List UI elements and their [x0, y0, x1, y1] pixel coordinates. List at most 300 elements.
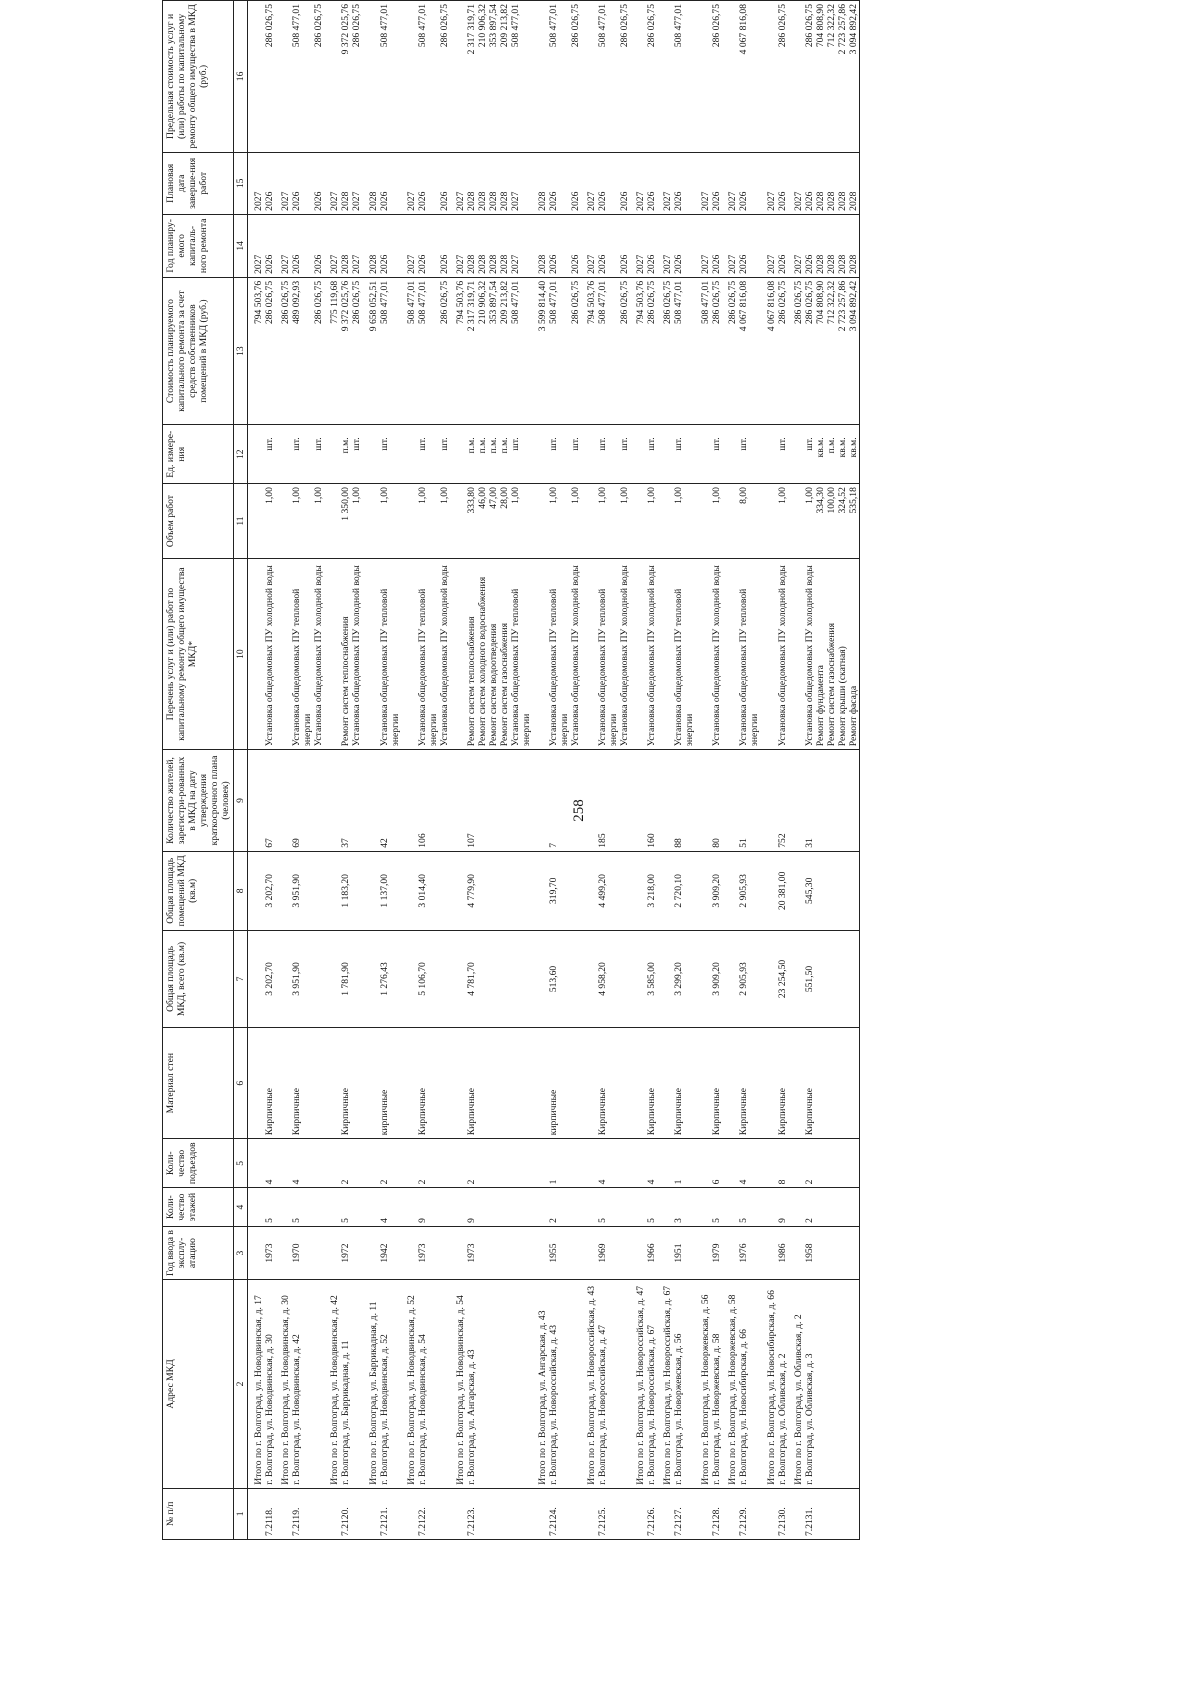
row-number-cell: 7.2130. — [777, 1488, 788, 1539]
total-area-cell — [722, 930, 738, 1027]
year-built-cell: 1951 — [673, 1226, 695, 1279]
work-volume-cell: 324,52 — [837, 484, 848, 559]
planned-cost-cell: 286 026,75 — [313, 277, 324, 424]
wall-material-cell — [837, 1028, 848, 1139]
floors-cell: 5 — [597, 1188, 619, 1226]
completion-date-cell: 2027 — [248, 152, 265, 214]
address-cell — [439, 1280, 450, 1488]
entrances-cell: 2 — [340, 1139, 351, 1188]
planned-cost-cell: 508 477,01 — [548, 277, 570, 424]
repair-year-cell: 2028 — [815, 214, 826, 277]
work-type-cell: Установка общедомовых ПУ холодной воды — [351, 558, 362, 749]
max-cost-cell — [788, 1, 804, 153]
row-number-cell: 7.2121. — [379, 1488, 401, 1539]
unit-cell: п.м. — [826, 425, 837, 484]
wall-material-cell — [570, 1028, 581, 1139]
column-header: Предельная стоимость услуг и (или) работы по капитальному ремонту общего имущества в МКД (руб.) — [163, 1, 234, 153]
completion-date-cell: 2026 — [673, 152, 695, 214]
work-volume-cell — [275, 484, 291, 559]
year-built-cell: 1970 — [291, 1226, 313, 1279]
unit-cell — [788, 425, 804, 484]
work-volume-cell — [581, 484, 597, 559]
repair-year-cell: 2026 — [379, 214, 401, 277]
column-number-row — [234, 1, 248, 1540]
repair-year-cell: 2027 — [401, 214, 417, 277]
work-volume-cell: 46,00 — [477, 484, 488, 559]
entrances-cell — [450, 1139, 466, 1188]
address-cell: Итого по г. Волгоград, ул. Новороссийская, д. 67 — [657, 1280, 673, 1488]
year-built-cell — [837, 1226, 848, 1279]
work-volume-cell: 1,00 — [548, 484, 570, 559]
completion-date-cell: 2026 — [439, 152, 450, 214]
repair-year-cell: 2028 — [488, 214, 499, 277]
floors-cell: 5 — [646, 1188, 657, 1226]
entrances-cell — [401, 1139, 417, 1188]
address-cell: Итого по г. Волгоград, ул. Баррикадная, д. 11 — [363, 1280, 379, 1488]
year-built-cell — [826, 1226, 837, 1279]
premises-area-cell — [439, 851, 450, 930]
wall-material-cell: Кирпичные — [777, 1028, 788, 1139]
work-volume-cell: 1,00 — [673, 484, 695, 559]
entrances-cell — [363, 1139, 379, 1188]
address-cell — [313, 1280, 324, 1488]
total-area-cell — [815, 930, 826, 1027]
max-cost-cell — [363, 1, 379, 153]
entrances-cell — [761, 1139, 777, 1188]
wall-material-cell — [499, 1028, 510, 1139]
entrances-cell — [313, 1139, 324, 1188]
completion-date-cell: 2027 — [695, 152, 711, 214]
planned-cost-cell: 794 503,76 — [248, 277, 265, 424]
unit-cell — [248, 425, 265, 484]
work-volume-cell: 28,00 — [499, 484, 510, 559]
wall-material-cell — [630, 1028, 646, 1139]
premises-area-cell: 319,70 — [548, 851, 570, 930]
residents-cell — [313, 750, 324, 852]
address-cell: г. Волгоград, ул. Новороссийская, д. 47 — [597, 1280, 619, 1488]
row-number-cell: 7.2124. — [548, 1488, 570, 1539]
address-cell — [488, 1280, 499, 1488]
entrances-cell: 2 — [804, 1139, 815, 1188]
wall-material-cell — [848, 1028, 860, 1139]
work-type-cell: Установка общедомовых ПУ холодной воды — [313, 558, 324, 749]
total-area-cell: 2 905,93 — [738, 930, 760, 1027]
table-row — [379, 1, 401, 1540]
column-header: Адрес МКД — [163, 1280, 234, 1488]
row-number-cell — [630, 1488, 646, 1539]
total-area-cell: 4 958,20 — [597, 930, 619, 1027]
column-number: 5 — [234, 1139, 248, 1188]
total-area-cell — [619, 930, 630, 1027]
residents-cell: 106 — [417, 750, 439, 852]
max-cost-cell: 353 897,54 — [488, 1, 499, 153]
work-type-cell: Ремонт систем теплоснабжения — [340, 558, 351, 749]
max-cost-cell — [450, 1, 466, 153]
repair-year-cell: 2026 — [313, 214, 324, 277]
entrances-cell: 4 — [264, 1139, 275, 1188]
total-row — [722, 1, 738, 1540]
row-number-cell — [477, 1488, 488, 1539]
row-number-cell: 7.2128. — [711, 1488, 722, 1539]
row-number-cell — [363, 1488, 379, 1539]
repair-year-cell: 2027 — [248, 214, 265, 277]
address-cell — [510, 1280, 532, 1488]
wall-material-cell: Кирпичные — [466, 1028, 477, 1139]
address-cell: г. Волгоград, ул. Новороссийская, д. 43 — [548, 1280, 570, 1488]
premises-area-cell — [275, 851, 291, 930]
address-cell: Итого по г. Волгоград, ул. Новороссийская, д. 47 — [630, 1280, 646, 1488]
wall-material-cell — [324, 1028, 340, 1139]
row-number-cell: 7.2120. — [340, 1488, 351, 1539]
entrances-cell — [630, 1139, 646, 1188]
residents-cell — [324, 750, 340, 852]
unit-cell — [401, 425, 417, 484]
unit-cell: шт. — [417, 425, 439, 484]
work-volume-cell: 1,00 — [351, 484, 362, 559]
max-cost-cell — [248, 1, 265, 153]
entrances-cell: 2 — [379, 1139, 401, 1188]
unit-cell: шт. — [804, 425, 815, 484]
residents-cell — [275, 750, 291, 852]
address-cell — [826, 1280, 837, 1488]
wall-material-cell — [488, 1028, 499, 1139]
premises-area-cell — [722, 851, 738, 930]
unit-cell: п.м. — [488, 425, 499, 484]
table-row — [848, 1, 860, 1540]
header-row — [163, 1, 234, 1540]
max-cost-cell: 286 026,75 — [351, 1, 362, 153]
work-volume-cell — [248, 484, 265, 559]
work-volume-cell: 8,00 — [738, 484, 760, 559]
work-volume-cell — [761, 484, 777, 559]
entrances-cell — [695, 1139, 711, 1188]
wall-material-cell: Кирпичные — [646, 1028, 657, 1139]
table-row — [570, 1, 581, 1540]
entrances-cell — [351, 1139, 362, 1188]
premises-area-cell — [499, 851, 510, 930]
wall-material-cell — [815, 1028, 826, 1139]
table-row — [619, 1, 630, 1540]
capital-repair-table — [162, 0, 860, 1540]
floors-cell: 5 — [264, 1188, 275, 1226]
table-row — [646, 1, 657, 1540]
repair-year-cell: 2028 — [837, 214, 848, 277]
row-number-cell — [351, 1488, 362, 1539]
table-row — [711, 1, 722, 1540]
address-cell: г. Волгоград, ул. Новоржевская, д. 56 — [673, 1280, 695, 1488]
row-number-cell: 7.2127. — [673, 1488, 695, 1539]
entrances-cell — [826, 1139, 837, 1188]
residents-cell — [570, 750, 581, 852]
row-number-cell — [313, 1488, 324, 1539]
planned-cost-cell: 9 372 025,76 — [340, 277, 351, 424]
year-built-cell — [363, 1226, 379, 1279]
address-cell: Итого по г. Волгоград, ул. Новоржевская, д. 56 — [695, 1280, 711, 1488]
work-volume-cell: 333,80 — [466, 484, 477, 559]
address-cell: Итого по г. Волгоград, ул. Ангарская, д. 43 — [532, 1280, 548, 1488]
row-number-cell — [510, 1488, 532, 1539]
completion-date-cell: 2026 — [804, 152, 815, 214]
completion-date-cell: 2027 — [657, 152, 673, 214]
completion-date-cell: 2027 — [401, 152, 417, 214]
unit-cell: п.м. — [466, 425, 477, 484]
completion-date-cell: 2028 — [837, 152, 848, 214]
total-area-cell: 23 254,50 — [777, 930, 788, 1027]
total-area-cell — [488, 930, 499, 1027]
entrances-cell — [837, 1139, 848, 1188]
row-number-cell — [439, 1488, 450, 1539]
work-type-cell: Ремонт крыши (скатная) — [837, 558, 848, 749]
floors-cell — [488, 1188, 499, 1226]
address-cell: г. Волгоград, ул. Новоржевская, д. 58 — [711, 1280, 722, 1488]
work-volume-cell: 1,00 — [379, 484, 401, 559]
repair-year-cell: 2026 — [738, 214, 760, 277]
wall-material-cell — [401, 1028, 417, 1139]
completion-date-cell: 2026 — [777, 152, 788, 214]
residents-cell — [695, 750, 711, 852]
premises-area-cell — [826, 851, 837, 930]
column-header: Стоимость планируемого капитального ремонта за счет средств собственников помещений в МКД (руб.) — [163, 277, 234, 424]
address-cell: Итого по г. Волгоград, ул. Новоржевская, д. 58 — [722, 1280, 738, 1488]
planned-cost-cell: 286 026,75 — [777, 277, 788, 424]
wall-material-cell — [510, 1028, 532, 1139]
table-body — [248, 1, 860, 1540]
planned-cost-cell: 286 026,75 — [439, 277, 450, 424]
row-number-cell: 7.2126. — [646, 1488, 657, 1539]
residents-cell — [761, 750, 777, 852]
floors-cell — [581, 1188, 597, 1226]
max-cost-cell: 286 026,75 — [646, 1, 657, 153]
floors-cell — [477, 1188, 488, 1226]
floors-cell — [695, 1188, 711, 1226]
table-row — [777, 1, 788, 1540]
column-number: 1 — [234, 1488, 248, 1539]
work-type-cell: Установка общедомовых ПУ холодной воды — [777, 558, 788, 749]
unit-cell — [363, 425, 379, 484]
table-row — [417, 1, 439, 1540]
address-cell: Итого по г. Волгоград, ул. Новодвинская, д. 42 — [324, 1280, 340, 1488]
residents-cell — [826, 750, 837, 852]
unit-cell: шт. — [597, 425, 619, 484]
floors-cell: 9 — [417, 1188, 439, 1226]
completion-date-cell: 2026 — [738, 152, 760, 214]
total-area-cell — [351, 930, 362, 1027]
row-number-cell — [488, 1488, 499, 1539]
residents-cell — [815, 750, 826, 852]
total-area-cell — [248, 930, 265, 1027]
max-cost-cell: 508 477,01 — [548, 1, 570, 153]
work-type-cell: Установка общедомовых ПУ тепловой энергии — [548, 558, 570, 749]
total-area-cell — [788, 930, 804, 1027]
entrances-cell — [619, 1139, 630, 1188]
unit-cell: шт. — [619, 425, 630, 484]
total-area-cell: 3 299,20 — [673, 930, 695, 1027]
year-built-cell — [848, 1226, 860, 1279]
column-number: 16 — [234, 1, 248, 153]
row-number-cell — [722, 1488, 738, 1539]
address-cell: г. Волгоград, ул. Новодвинская, д. 54 — [417, 1280, 439, 1488]
unit-cell: шт. — [291, 425, 313, 484]
completion-date-cell: 2028 — [532, 152, 548, 214]
unit-cell: п.м. — [340, 425, 351, 484]
unit-cell: шт. — [777, 425, 788, 484]
entrances-cell — [477, 1139, 488, 1188]
work-type-cell — [630, 558, 646, 749]
completion-date-cell: 2026 — [711, 152, 722, 214]
residents-cell — [351, 750, 362, 852]
row-number-cell — [788, 1488, 804, 1539]
column-header: Ед. измере-ния — [163, 425, 234, 484]
work-volume-cell — [630, 484, 646, 559]
total-area-cell — [401, 930, 417, 1027]
year-built-cell — [815, 1226, 826, 1279]
planned-cost-cell: 489 092,93 — [291, 277, 313, 424]
wall-material-cell — [351, 1028, 362, 1139]
planned-cost-cell: 4 067 816,08 — [761, 277, 777, 424]
address-cell — [619, 1280, 630, 1488]
row-number-cell — [837, 1488, 848, 1539]
address-cell — [499, 1280, 510, 1488]
year-built-cell — [570, 1226, 581, 1279]
address-cell — [570, 1280, 581, 1488]
wall-material-cell — [695, 1028, 711, 1139]
work-type-cell: Установка общедомовых ПУ холодной воды — [804, 558, 815, 749]
unit-cell: шт. — [673, 425, 695, 484]
residents-cell — [499, 750, 510, 852]
unit-cell — [450, 425, 466, 484]
address-cell: Итого по г. Волгоград, ул. Новодвинская, д. 30 — [275, 1280, 291, 1488]
year-built-cell — [722, 1226, 738, 1279]
total-area-cell — [313, 930, 324, 1027]
entrances-cell — [248, 1139, 265, 1188]
entrances-cell: 4 — [291, 1139, 313, 1188]
premises-area-cell: 2 720,10 — [673, 851, 695, 930]
year-built-cell: 1986 — [777, 1226, 788, 1279]
unit-cell: п.м. — [499, 425, 510, 484]
work-volume-cell — [788, 484, 804, 559]
address-cell — [848, 1280, 860, 1488]
unit-cell: шт. — [264, 425, 275, 484]
max-cost-cell — [275, 1, 291, 153]
wall-material-cell — [477, 1028, 488, 1139]
premises-area-cell — [401, 851, 417, 930]
work-type-cell — [761, 558, 777, 749]
work-volume-cell — [363, 484, 379, 559]
premises-area-cell — [351, 851, 362, 930]
column-header: Материал стен — [163, 1028, 234, 1139]
unit-cell: шт. — [548, 425, 570, 484]
planned-cost-cell: 209 213,82 — [499, 277, 510, 424]
premises-area-cell: 545,30 — [804, 851, 815, 930]
repair-year-cell: 2028 — [477, 214, 488, 277]
completion-date-cell: 2026 — [597, 152, 619, 214]
completion-date-cell: 2027 — [630, 152, 646, 214]
row-number-cell — [815, 1488, 826, 1539]
floors-cell — [363, 1188, 379, 1226]
total-area-cell: 3 909,20 — [711, 930, 722, 1027]
work-type-cell: Ремонт систем газоснабжения — [499, 558, 510, 749]
residents-cell: 67 — [264, 750, 275, 852]
column-number: 15 — [234, 152, 248, 214]
max-cost-cell: 508 477,01 — [291, 1, 313, 153]
total-area-cell — [581, 930, 597, 1027]
premises-area-cell — [488, 851, 499, 930]
floors-cell — [439, 1188, 450, 1226]
total-area-cell — [630, 930, 646, 1027]
work-volume-cell — [450, 484, 466, 559]
column-number: 3 — [234, 1226, 248, 1279]
row-number-cell — [761, 1488, 777, 1539]
completion-date-cell: 2027 — [351, 152, 362, 214]
repair-year-cell: 2027 — [630, 214, 646, 277]
premises-area-cell: 3 202,70 — [264, 851, 275, 930]
floors-cell — [499, 1188, 510, 1226]
row-number-cell — [826, 1488, 837, 1539]
repair-year-cell: 2027 — [351, 214, 362, 277]
total-area-cell: 513,60 — [548, 930, 570, 1027]
residents-cell — [657, 750, 673, 852]
table-row — [826, 1, 837, 1540]
premises-area-cell — [788, 851, 804, 930]
wall-material-cell — [722, 1028, 738, 1139]
repair-year-cell: 2026 — [619, 214, 630, 277]
row-number-cell — [275, 1488, 291, 1539]
wall-material-cell: кирпичные — [379, 1028, 401, 1139]
premises-area-cell: 1 137,00 — [379, 851, 401, 930]
table-row — [837, 1, 848, 1540]
planned-cost-cell: 794 503,76 — [630, 277, 646, 424]
floors-cell — [510, 1188, 532, 1226]
planned-cost-cell: 3 094 892,42 — [848, 277, 860, 424]
completion-date-cell: 2026 — [291, 152, 313, 214]
repair-year-cell: 2028 — [499, 214, 510, 277]
planned-cost-cell: 286 026,75 — [619, 277, 630, 424]
repair-year-cell: 2026 — [439, 214, 450, 277]
year-built-cell — [499, 1226, 510, 1279]
year-built-cell — [401, 1226, 417, 1279]
premises-area-cell: 3 014,40 — [417, 851, 439, 930]
planned-cost-cell: 508 477,01 — [597, 277, 619, 424]
table-row — [510, 1, 532, 1540]
max-cost-cell: 286 026,75 — [777, 1, 788, 153]
unit-cell — [722, 425, 738, 484]
unit-cell: п.м. — [477, 425, 488, 484]
unit-cell: шт. — [351, 425, 362, 484]
total-row — [248, 1, 265, 1540]
total-area-cell — [532, 930, 548, 1027]
completion-date-cell: 2026 — [570, 152, 581, 214]
year-built-cell — [439, 1226, 450, 1279]
wall-material-cell: Кирпичные — [264, 1028, 275, 1139]
work-type-cell: Установка общедомовых ПУ тепловой энергии — [379, 558, 401, 749]
total-area-cell — [477, 930, 488, 1027]
column-header: Год ввода в эксплу-атацию — [163, 1226, 234, 1279]
planned-cost-cell: 210 906,32 — [477, 277, 488, 424]
wall-material-cell — [761, 1028, 777, 1139]
repair-year-cell: 2027 — [657, 214, 673, 277]
floors-cell — [248, 1188, 265, 1226]
address-cell: г. Волгоград, ул. Новосибирская, д. 66 — [738, 1280, 760, 1488]
entrances-cell: 6 — [711, 1139, 722, 1188]
column-header: Общая площадь помещений МКД (кв.м) — [163, 851, 234, 930]
completion-date-cell: 2028 — [466, 152, 477, 214]
repair-year-cell: 2027 — [450, 214, 466, 277]
work-type-cell — [363, 558, 379, 749]
completion-date-cell: 2027 — [581, 152, 597, 214]
repair-year-cell: 2026 — [291, 214, 313, 277]
work-volume-cell: 1,00 — [597, 484, 619, 559]
premises-area-cell — [837, 851, 848, 930]
